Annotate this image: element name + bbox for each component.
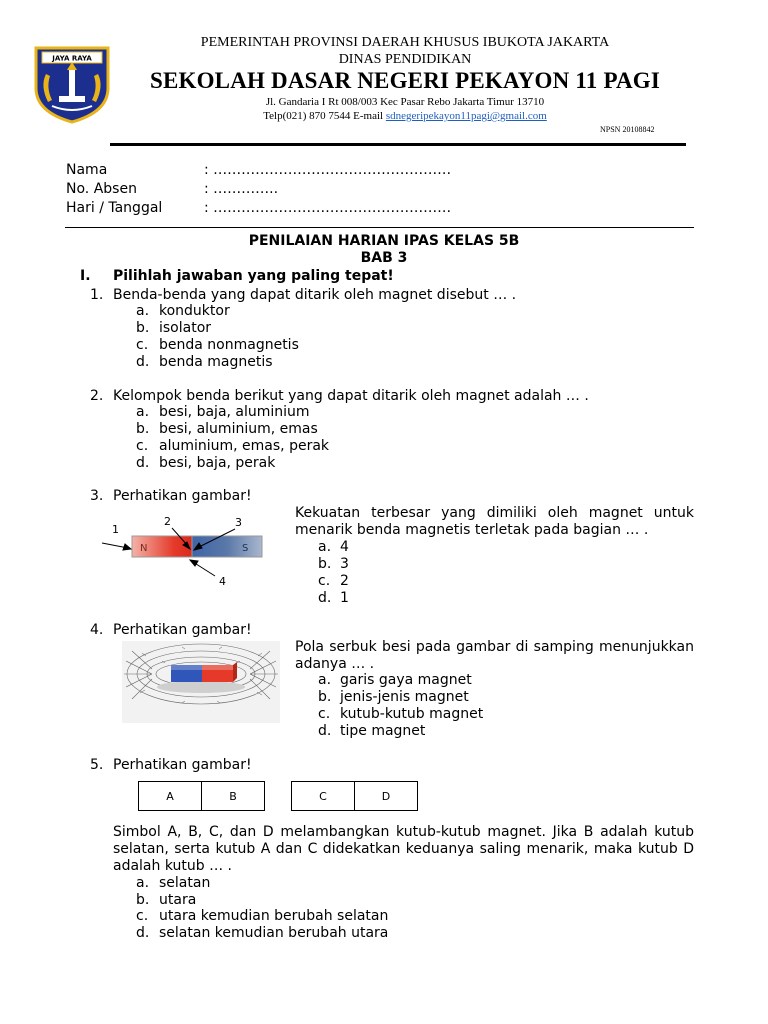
q1-option-d[interactable]: benda magnetis <box>159 354 273 370</box>
section-instruction: Pilihlah jawaban yang paling tepat! <box>113 268 394 284</box>
magnet-boxes-ab <box>138 781 265 811</box>
q5-option-c[interactable]: utara kemudian berubah selatan <box>159 908 389 924</box>
field-blank-absen[interactable]: : ………….. <box>204 181 279 197</box>
q1-option-b[interactable]: isolator <box>159 320 212 336</box>
school-contact <box>0 110 768 122</box>
q4-option-a[interactable]: garis gaya magnet <box>340 672 472 688</box>
magnet-boxes-cd <box>291 781 418 811</box>
q2-option-c-letter: c. <box>136 438 149 454</box>
q1-option-a-letter: a. <box>136 303 150 319</box>
q3-option-a[interactable]: 4 <box>340 539 349 555</box>
q1-option-d-letter: d. <box>136 354 150 370</box>
q4-option-d[interactable]: tipe magnet <box>340 723 426 739</box>
q4-option-b-letter: b. <box>318 689 332 705</box>
question-4-number: 4. <box>90 622 104 638</box>
q5-option-b[interactable]: utara <box>159 892 197 908</box>
magnet-pole-b: B <box>201 782 264 810</box>
iron-filings-figure <box>122 641 280 723</box>
field-blank-date[interactable]: : …………………………………………… <box>204 200 452 216</box>
q4-option-c[interactable]: kutub-kutub magnet <box>340 706 484 722</box>
question-5-number: 5. <box>90 757 104 773</box>
figure-label-1: 1 <box>112 523 119 536</box>
q1-option-c-letter: c. <box>136 337 149 353</box>
q2-option-c[interactable]: aluminium, emas, perak <box>159 438 330 454</box>
npsn-number: NPSN 20108842 <box>600 125 655 134</box>
question-2-text: Kelompok benda berikut yang dapat ditarik oleh magnet adalah … . <box>113 388 589 404</box>
question-3-prompt: Kekuatan terbesar yang dimiliki oleh magnet untuk menarik benda magnetis terletak pada bagian … . <box>295 505 694 538</box>
department-line: DINAS PENDIDIKAN <box>338 52 472 67</box>
q3-option-b-letter: b. <box>318 556 332 572</box>
magnet-pole-c: C <box>319 789 327 803</box>
q5-option-a-letter: a. <box>136 875 150 891</box>
q2-option-d[interactable]: besi, baja, perak <box>159 455 276 471</box>
header-divider <box>110 143 686 146</box>
exam-title: PENILAIAN HARIAN IPAS KELAS 5B <box>248 233 520 249</box>
question-1-text: Benda-benda yang dapat ditarik oleh magnet disebut … . <box>113 287 517 303</box>
q1-option-c[interactable]: benda nonmagnetis <box>159 337 299 353</box>
q5-option-b-letter: b. <box>136 892 150 908</box>
question-4-text: Perhatikan gambar! <box>113 622 252 638</box>
q3-option-d-letter: d. <box>318 590 332 606</box>
q1-option-b-letter: b. <box>136 320 150 336</box>
q4-option-d-letter: d. <box>318 723 332 739</box>
question-2-number: 2. <box>90 388 104 404</box>
school-name: SEKOLAH DASAR NEGERI PEKAYON 11 PAGI <box>149 68 661 93</box>
government-line: PEMERINTAH PROVINSI DAERAH KHUSUS IBUKOTA JAKARTA <box>200 35 610 50</box>
field-blank-name[interactable]: : …………………………………………… <box>204 162 452 178</box>
magnet-pole-a: A <box>166 789 174 803</box>
q5-option-c-letter: c. <box>136 908 149 924</box>
email-link[interactable]: sdnegeripekayon11pagi@gmail.com <box>385 110 547 122</box>
q5-option-a[interactable]: selatan <box>159 875 211 891</box>
magnet-north-letter: N <box>140 543 148 554</box>
q2-option-d-letter: d. <box>136 455 150 471</box>
q4-option-a-letter: a. <box>318 672 332 688</box>
q3-option-a-letter: a. <box>318 539 332 555</box>
question-5-text: Perhatikan gambar! <box>113 757 252 773</box>
q2-option-b[interactable]: besi, aluminium, emas <box>159 421 318 437</box>
q1-option-a[interactable]: konduktor <box>159 303 230 319</box>
q3-option-d[interactable]: 1 <box>340 590 349 606</box>
school-address: Jl. Gandaria I Rt 008/003 Kec Pasar Rebo Jakarta Timur 13710 <box>265 96 545 108</box>
figure-label-4: 4 <box>219 575 226 588</box>
q5-option-d[interactable]: selatan kemudian berubah utara <box>159 925 389 941</box>
q3-option-b[interactable]: 3 <box>340 556 349 572</box>
section-number: I. <box>80 268 91 284</box>
svg-text:JAYA RAYA: JAYA RAYA <box>52 54 92 63</box>
field-label-date: Hari / Tanggal <box>66 200 163 216</box>
question-4-prompt: Pola serbuk besi pada gambar di samping menunjukkan adanya … . <box>295 639 694 672</box>
magnet-pole-d: D <box>354 782 417 810</box>
question-3-number: 3. <box>90 488 104 504</box>
field-label-name: Nama <box>66 162 108 178</box>
exam-chapter: BAB 3 <box>360 250 408 266</box>
figure-label-3: 3 <box>235 516 242 529</box>
bar-magnet-figure <box>98 512 268 590</box>
fields-divider <box>65 227 694 228</box>
q2-option-a-letter: a. <box>136 404 150 420</box>
q2-option-a[interactable]: besi, baja, aluminium <box>159 404 310 420</box>
figure-label-2: 2 <box>164 515 171 528</box>
contact-phone: Telp(021) 870 7544 E-mail <box>263 110 386 122</box>
q3-option-c-letter: c. <box>318 573 331 589</box>
q4-option-b[interactable]: jenis-jenis magnet <box>340 689 469 705</box>
q3-option-c[interactable]: 2 <box>340 573 349 589</box>
question-1-number: 1. <box>90 287 104 303</box>
q2-option-b-letter: b. <box>136 421 150 437</box>
question-3-text: Perhatikan gambar! <box>113 488 252 504</box>
q4-option-c-letter: c. <box>318 706 331 722</box>
field-label-absen: No. Absen <box>66 181 137 197</box>
magnet-south-letter: S <box>242 543 249 554</box>
question-5-paragraph: Simbol A, B, C, dan D melambangkan kutub-kutub magnet. Jika B adalah kutub selatan, serta kutub A dan C didekatkan keduanya saling menarik, maka kutub D adalah kutub … . <box>113 824 694 874</box>
q5-option-d-letter: d. <box>136 925 150 941</box>
